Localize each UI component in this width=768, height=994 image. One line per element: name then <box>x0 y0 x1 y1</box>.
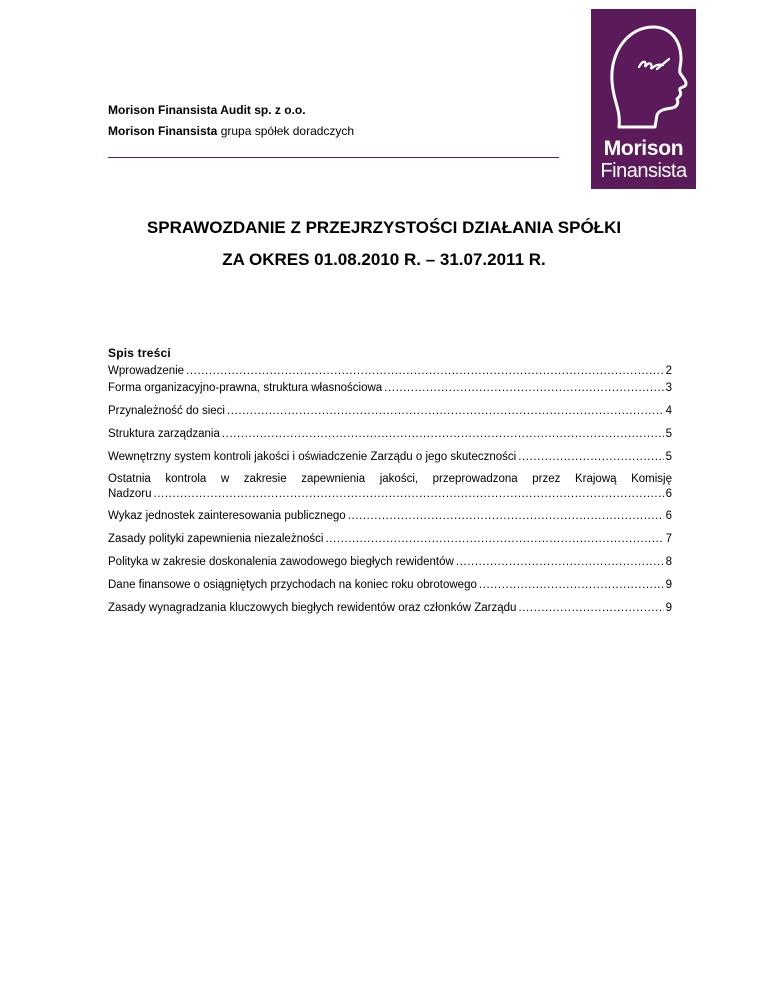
toc-entry-page: 6 <box>665 488 672 500</box>
company-group-name: Morison Finansista <box>108 124 218 138</box>
toc-entry-page: 5 <box>665 451 672 463</box>
toc-entry[interactable] <box>108 404 672 419</box>
company-group-desc: grupa spółek doradczych <box>217 124 355 138</box>
company-logo <box>591 9 696 189</box>
logo-text-finansista: Finansista <box>600 160 687 182</box>
toc-entry-page: 5 <box>665 428 672 440</box>
toc-entry[interactable] <box>108 427 672 442</box>
toc-heading: Spis treści <box>108 346 171 360</box>
toc-entry-text: Struktura zarządzania <box>108 428 220 440</box>
toc-entry-page: 2 <box>665 365 672 377</box>
company-group <box>108 121 354 142</box>
toc-entry-text: Zasady wynagradzania kluczowych biegłych rewidentów oraz członków Zarządu <box>108 602 517 614</box>
toc-entry[interactable] <box>108 364 672 379</box>
toc-entry-text: Wykaz jednostek zainteresowania publicznego <box>108 510 346 522</box>
toc-entry-page: 9 <box>665 579 672 591</box>
toc-entry-text: Wewnętrzny system kontroli jakości i oświadczenie Zarządu o jego skuteczności <box>108 451 517 463</box>
toc-entry-page: 7 <box>665 533 672 545</box>
toc-entry-page: 9 <box>665 602 672 614</box>
company-name: Morison Finansista Audit sp. z o.o. <box>108 103 306 117</box>
toc-entry-page: 4 <box>665 405 672 417</box>
toc-entry-page: 8 <box>665 556 672 568</box>
toc-entry-text-line1: Ostatnia kontrola w zakresie zapewnienia jakości, przeprowadzona przez Krajową Komisję <box>108 473 672 485</box>
toc-entry-text: Przynależność do sieci <box>108 405 225 417</box>
toc-entry-text: Dane finansowe o osiągniętych przychodach na koniec roku obrotowego <box>108 579 477 591</box>
toc-entry-page: 6 <box>665 510 672 522</box>
toc-entry[interactable] <box>108 601 672 616</box>
logo-text-morison: Morison <box>603 137 684 160</box>
toc-entry[interactable] <box>108 509 672 524</box>
toc-entry-text: Zasady polityki zapewnienia niezależności <box>108 533 324 545</box>
toc-entry[interactable] <box>108 578 672 593</box>
head-silhouette-icon <box>591 9 696 139</box>
toc-entry[interactable] <box>108 532 672 547</box>
toc-entry-text: Forma organizacyjno-prawna, struktura własnościowa <box>108 382 383 394</box>
toc-entry[interactable] <box>108 450 672 465</box>
header-divider <box>108 157 559 158</box>
toc-entry-text: Nadzoru <box>108 488 152 500</box>
toc-entry[interactable] <box>108 381 672 396</box>
toc-entry-page: 3 <box>665 382 672 394</box>
toc-entry[interactable] <box>108 555 672 570</box>
toc-entry[interactable] <box>108 472 672 502</box>
document-title-line1: SPRAWOZDANIE Z PRZEJRZYSTOŚCI DZIAŁANIA SPÓŁKI <box>146 218 622 237</box>
toc-entry-text: Polityka w zakresie doskonalenia zawodowego biegłych rewidentów <box>108 556 454 568</box>
document-title-line2: ZA OKRES 01.08.2010 R. – 31.07.2011 R. <box>222 250 546 269</box>
toc-entry-text: Wprowadzenie <box>108 365 185 377</box>
company-header <box>108 100 354 142</box>
